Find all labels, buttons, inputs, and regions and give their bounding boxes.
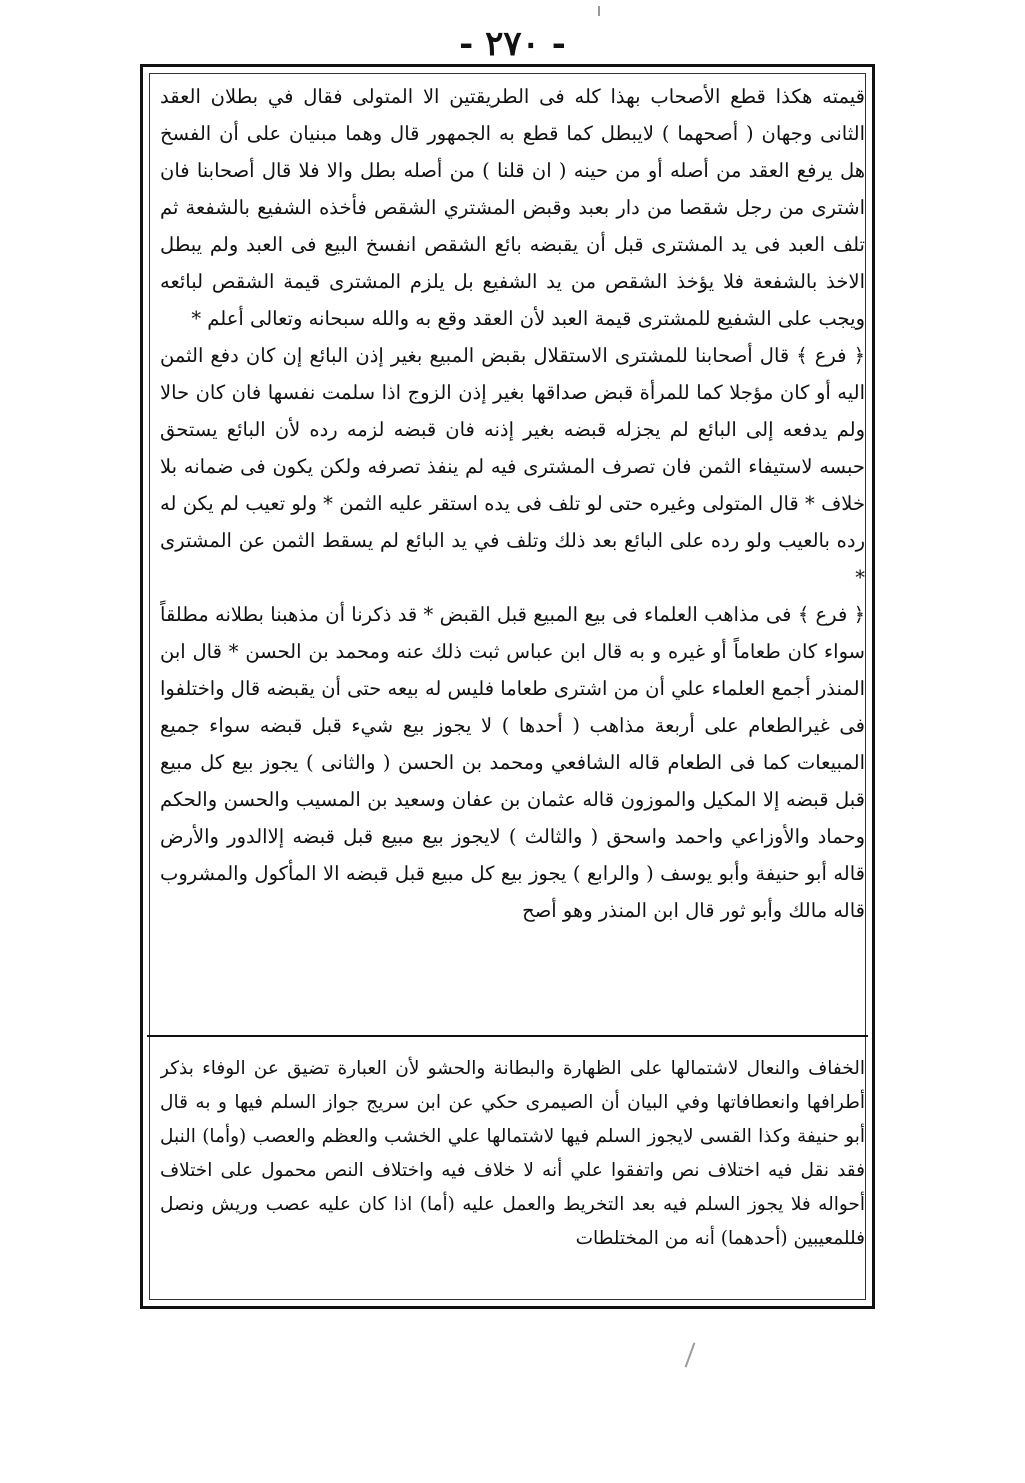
footnote-divider [147, 1035, 868, 1037]
scan-mark [598, 6, 600, 16]
page-number: - ٢٧٠ - [459, 24, 566, 64]
footnote-section [160, 1052, 865, 1290]
main-paragraph-3: ﴿ فرع ﴾ فى مذاهب العلماء فى بيع المبيع قبل القبض * قد ذكرنا أن مذهبنا بطلانه مطلقاً سواء كان طعاماً أو غيره و به قال ابن عباس ثبت ذلك عنه ومحمد بن الحسن * قال ابن المنذر أجمع العلماء علي أن من اشترى طعاما فليس له بيعه حتى أن يقبضه قال واختلفوا فى غيرالطعام على أربعة مذاهب ( أحدها ) لا يجوز بيع شيء قبل قبضه سواء جميع المبيعات كما فى الطعام قاله الشافعي ومحمد بن الحسن ( والثانى ) يجوز بيع كل مبيع قبل قبضه إلا المكيل والموزون قاله عثمان بن عفان وسعيد بن المسيب والحسن والحكم وحماد والأوزاعي واحمد واسحق ( والثالث ) لايجوز بيع مبيع قبل قبضه إلاالدور والأرض قاله أبو حنيفة وأبو يوسف ( والرابع ) يجوز بيع كل مبيع قبل قبضه الا المأكول والمشروب قاله مالك وأبو ثور قال ابن المنذر وهو أصح [160, 603, 865, 922]
main-paragraph-1: قيمته هكذا قطع الأصحاب بهذا كله فى الطريقتين الا المتولى فقال في بطلان العقد الثانى وجهان ( أصحهما ) لايبطل كما قطع به الجمهور قال وهما مبنيان على أن الفسخ هل يرفع العقد من أصله أو من حينه ( ان قلنا ) من أصله بطل والا فلا قال أصحابنا فان اشترى من رجل شقصا من دار بعبد وقبض المشتري الشقص فأخذه الشفيع بالشفعة ثم تلف العبد فى يد المشترى قبل أن يقبضه بائع الشقص انفسخ البيع فى العبد ولم يبطل الاخذ بالشفعة فلا يؤخذ الشقص من يد الشفيع بل يلزم المشترى قيمة الشقص لبائعه ويجب على الشفيع للمشترى قيمة العبد لأن العقد وقع به والله سبحانه وتعالى أعلم * [160, 85, 865, 330]
footnote-paragraph: الخفاف والنعال لاشتمالها على الظهارة والبطانة والحشو لأن العبارة تضيق عن الوفاء بذكر أطرافها وانعطافاتها وفي البيان أن الصيمرى حكي عن ابن سريج جواز السلم فيها و به قال أبو حنيفة وكذا القسى لايجوز السلم فيها لاشتمالها علي الخشب والعظم والعصب (وأما) النبل فقد نقل فيه اختلاف نص واتفقوا علي أنه لا خلاف فيه واختلاف النص محمول على اختلاف أحواله فلا يجوز السلم فيه بعد التخريط والعمل عليه (أما) اذا كان عليه عصب وريش ونصل فللمعيبين (أحدهما) أنه من المختلطات [160, 1058, 865, 1249]
main-text [160, 78, 865, 1026]
main-paragraph-2: ﴿ فرع ﴾ قال أصحابنا للمشترى الاستقلال بقبض المبيع بغير إذن البائع إن كان دفع الثمن اليه أو كان مؤجلا كما للمرأة قبض صداقها بغير إذن الزوج اذا سلمت نفسها فان كان حالا ولم يدفعه إلى البائع لم يجزله قبضه بغير إذنه فان قبضه لزمه رده لأن البائع يستحق حبسه لاستيفاء الثمن فان تصرف المشترى فيه لم ينفذ تصرفه ولكن يكون فى ضمانه بلا خلاف * قال المتولى وغيره حتى لو تلف فى يده استقر عليه الثمن * ولو تعيب لم يكن له رده بالعيب ولو رده على البائع بعد ذلك وتلف في يد البائع لم يسقط الثمن عن المشترى * [160, 344, 865, 589]
scan-mark [685, 1342, 696, 1367]
